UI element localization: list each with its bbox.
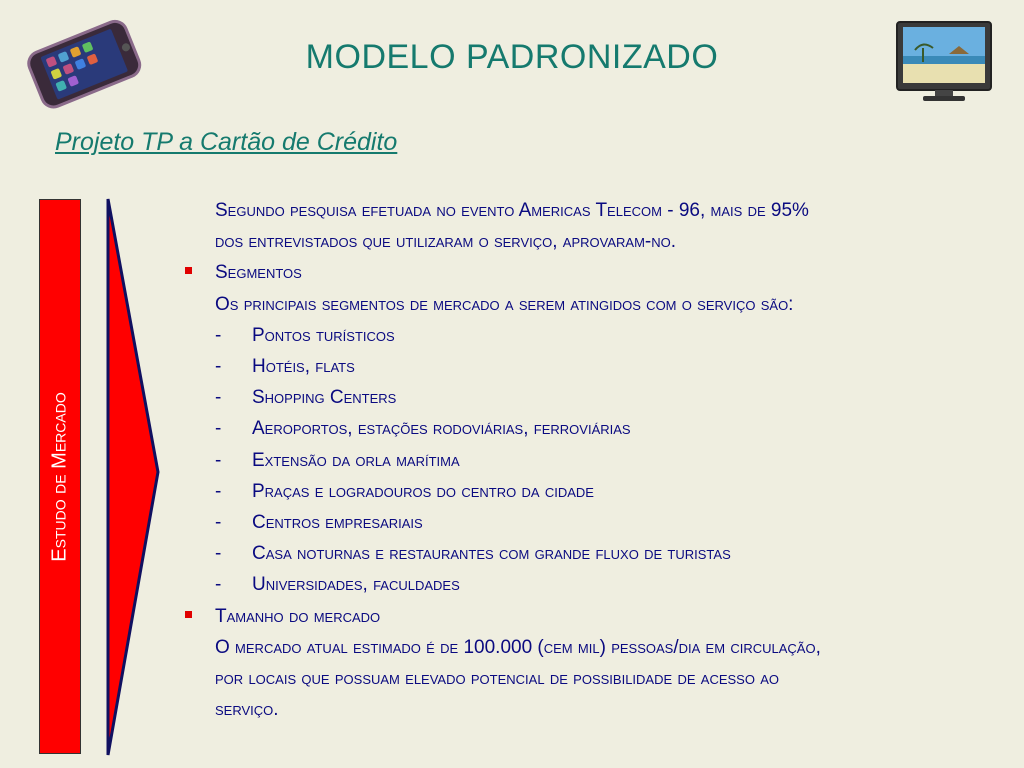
list-item-text: Pontos turísticos bbox=[252, 324, 395, 346]
list-item bbox=[185, 351, 985, 382]
list-item-text: Centros empresariais bbox=[252, 512, 423, 534]
list-item bbox=[185, 320, 985, 351]
list-item bbox=[185, 445, 985, 476]
segmentos-description: Os principais segmentos de mercado a serem atingidos com o serviço são: bbox=[215, 293, 794, 315]
segmentos-heading: Segmentos bbox=[215, 262, 302, 284]
dash-marker: - bbox=[215, 418, 222, 440]
dash-marker: - bbox=[215, 324, 222, 346]
page-title: MODELO PADRONIZADO bbox=[305, 38, 719, 76]
sidebar-bar bbox=[39, 199, 81, 754]
dash-marker: - bbox=[215, 543, 222, 565]
bullet-icon bbox=[185, 611, 192, 618]
list-item-text: Casa noturnas e restaurantes com grande fluxo de turistas bbox=[252, 543, 731, 565]
list-item bbox=[185, 476, 985, 507]
tamanho-line-1: O mercado atual estimado é de 100.000 (cem mil) pessoas/dia em circulação, bbox=[215, 636, 821, 658]
intro-line-2: dos entrevistados que utilizaram o serviço, aprovaram-no. bbox=[215, 231, 677, 253]
tamanho-line-2: por locais que possuam elevado potencial de possibilidade de acesso ao bbox=[215, 668, 780, 690]
dash-marker: - bbox=[215, 574, 222, 596]
list-item-text: Hotéis, flats bbox=[252, 356, 355, 378]
dash-marker: - bbox=[215, 512, 222, 534]
intro-line-1: Segundo pesquisa efetuada no evento Americas Telecom - 96, mais de 95% bbox=[215, 200, 809, 221]
list-item bbox=[185, 507, 985, 538]
tamanho-line-3: serviço. bbox=[215, 699, 279, 721]
list-item-text: Universidades, faculdades bbox=[252, 574, 460, 596]
page-subtitle: Projeto TP a Cartão de Crédito bbox=[55, 128, 398, 156]
dash-marker: - bbox=[215, 356, 222, 378]
tamanho-heading: Tamanho do mercado bbox=[215, 605, 381, 627]
segmentos-heading-row bbox=[185, 257, 985, 288]
dash-marker: - bbox=[215, 449, 222, 471]
dash-marker: - bbox=[215, 387, 222, 409]
bullet-icon bbox=[185, 267, 192, 274]
list-item bbox=[185, 569, 985, 600]
chevron-arrow-icon bbox=[104, 197, 162, 757]
tamanho-heading-row bbox=[185, 601, 985, 632]
segment-list bbox=[185, 320, 985, 601]
content-body bbox=[185, 195, 985, 725]
dash-marker: - bbox=[215, 480, 222, 502]
list-item-text: Praças e logradouros do centro da cidade bbox=[252, 480, 594, 502]
sidebar-label: Estudo de Mercado bbox=[48, 391, 71, 562]
list-item bbox=[185, 382, 985, 413]
list-item-text: Shopping Centers bbox=[252, 387, 397, 409]
list-item-text: Aeroportos, estações rodoviárias, ferroviárias bbox=[252, 418, 631, 440]
list-item bbox=[185, 538, 985, 569]
list-item-text: Extensão da orla marítima bbox=[252, 449, 460, 471]
list-item bbox=[185, 413, 985, 444]
